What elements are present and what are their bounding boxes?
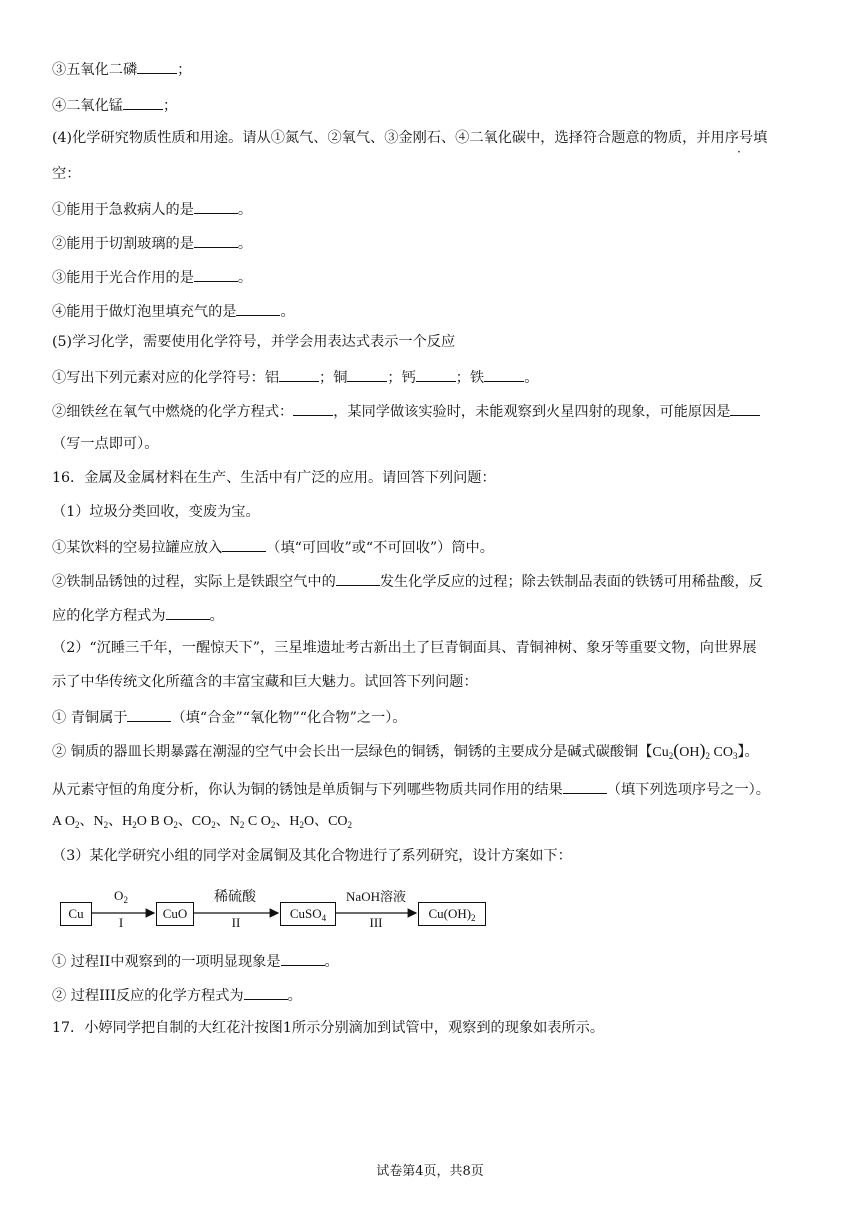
answer-blank[interactable]	[336, 570, 380, 586]
answer-blank[interactable]	[236, 300, 280, 316]
text-line: （1）垃圾分类回收，变废为宝。	[52, 504, 260, 520]
text-line: （3）某化学研究小组的同学对金属铜及其化合物进行了系列研究，设计方案如下：	[52, 848, 572, 864]
basic-copper-carbonate-formula: $Cu_2(OH)_2$ $CO_3$	[652, 740, 738, 761]
question-5-stem: (5)学习化学，需要使用化学符号，并学会用表达式表示一个反应	[52, 334, 456, 350]
text-line: ② 过程III反应的化学方程式为 。	[52, 984, 302, 1006]
text-line: ①写出下列元素对应的化学符号：铝 ；铜 ；钙 ；铁 。	[52, 366, 538, 388]
answer-blank[interactable]	[563, 778, 607, 794]
answer-blank[interactable]	[730, 400, 760, 416]
flow-box-cuo: CuO	[156, 902, 194, 926]
text-line: 应的化学方程式为 。	[52, 604, 224, 626]
answer-blank[interactable]	[166, 604, 210, 620]
text-line: ④能用于做灯泡里填充气的是 。	[52, 300, 295, 322]
text-line: ①能用于急救病人的是 。	[52, 198, 252, 220]
answer-blank[interactable]	[194, 232, 238, 248]
answer-blank[interactable]	[484, 366, 524, 382]
text-line: ②能用于切割玻璃的是 。	[52, 232, 252, 254]
option-a[interactable]: A $O_2$、$N_2$、$H_2O$	[52, 814, 147, 830]
flow-box-cuso4: CuSO$_4$	[280, 902, 336, 926]
answer-blank[interactable]	[279, 366, 319, 382]
text-line: （写一点即可）。	[52, 436, 159, 452]
arrow-1-step: I	[118, 915, 124, 930]
text-line: ①某饮料的空易拉罐应放入 （填“可回收”或“不可回收”）筒中。	[52, 536, 494, 558]
answer-blank[interactable]	[416, 366, 456, 382]
question-16-stem: 16．金属及金属材料在生产、生活中有广泛的应用。请回答下列问题：	[52, 470, 496, 486]
text-line: ④二氧化锰 ；	[52, 94, 177, 116]
text-line: 空：	[52, 166, 81, 182]
answer-blank[interactable]	[137, 58, 177, 74]
arrow-3-reagent: NaOH溶液	[346, 889, 406, 904]
question-4-stem: (4)化学研究物质性质和用途。请从①氮气、②氧气、③金刚石、④二氧化碳中，选择符合题意的物质，并用序号填	[52, 130, 768, 146]
arrow-2-reagent: 稀硫酸	[214, 890, 256, 905]
answer-blank[interactable]	[127, 706, 171, 722]
question-17-stem: 17．小婷同学把自制的大红花汁按图1所示分别滴加到试管中，观察到的现象如表所示。	[52, 1020, 605, 1036]
text-line: ① 过程II中观察到的一项明显现象是 。	[52, 950, 339, 972]
answer-blank[interactable]	[222, 536, 266, 552]
text-line: ②铁制品锈蚀的过程，实际上是铁跟空气中的 发生化学反应的过程；除去铁制品表面的铁锈可用稀盐酸，反	[52, 570, 763, 592]
answer-blank[interactable]	[194, 198, 238, 214]
answer-options	[52, 812, 352, 835]
page-footer: 试卷第4页，共8页	[376, 1164, 484, 1179]
text-line: 示了中华传统文化所蕴含的丰富宝藏和巨大魅力。试回答下列问题：	[52, 674, 478, 690]
text-line: 从元素守恒的角度分析，你认为铜的锈蚀是单质铜与下列哪些物质共同作用的结果 （填下列选项序号之一）。	[52, 778, 770, 800]
answer-blank[interactable]	[244, 984, 288, 1000]
option-b[interactable]: B $O_2$、$CO_2$、$N_2$	[150, 814, 245, 830]
arrow-3-step: III	[369, 915, 383, 930]
text-line: ②细铁丝在氧气中燃烧的化学方程式： ，某同学做该实验时，未能观察到火星四射的现象，可能原因是	[52, 400, 760, 422]
answer-blank[interactable]	[293, 400, 333, 416]
text-line: （2）“沉睡三千年，一醒惊天下”，三星堆遗址考古新出土了巨青铜面具、青铜神树、象牙等重要文物，向世界展	[52, 640, 757, 656]
arrow-1-reagent: $O_2$	[114, 888, 128, 905]
arrow-2-step: II	[231, 915, 241, 930]
text-line: ③五氧化二磷 ；	[52, 58, 191, 80]
option-c[interactable]: C $O_2$、$H_2O$、$CO_2$	[247, 814, 353, 830]
emphasis-dots: 序号	[724, 130, 754, 146]
answer-blank[interactable]	[347, 366, 387, 382]
flow-box-cuoh2: $Cu(OH)_2$	[418, 902, 486, 926]
text-line: ① 青铜属于 （填“合金”“氧化物”“化合物”之一）。	[52, 706, 407, 728]
text-line: ② 铜质的器皿长期暴露在潮湿的空气中会长出一层绿色的铜锈，铜锈的主要成分是碱式碳酸铜【$Cu_2(OH)_2$ $CO_3$】。	[52, 740, 759, 761]
answer-blank[interactable]	[194, 266, 238, 282]
text-line: ③能用于光合作用的是 。	[52, 266, 252, 288]
flow-box-cu: Cu	[60, 902, 92, 926]
answer-blank[interactable]	[123, 94, 163, 110]
reaction-flowchart	[56, 888, 496, 936]
answer-blank[interactable]	[281, 950, 325, 966]
